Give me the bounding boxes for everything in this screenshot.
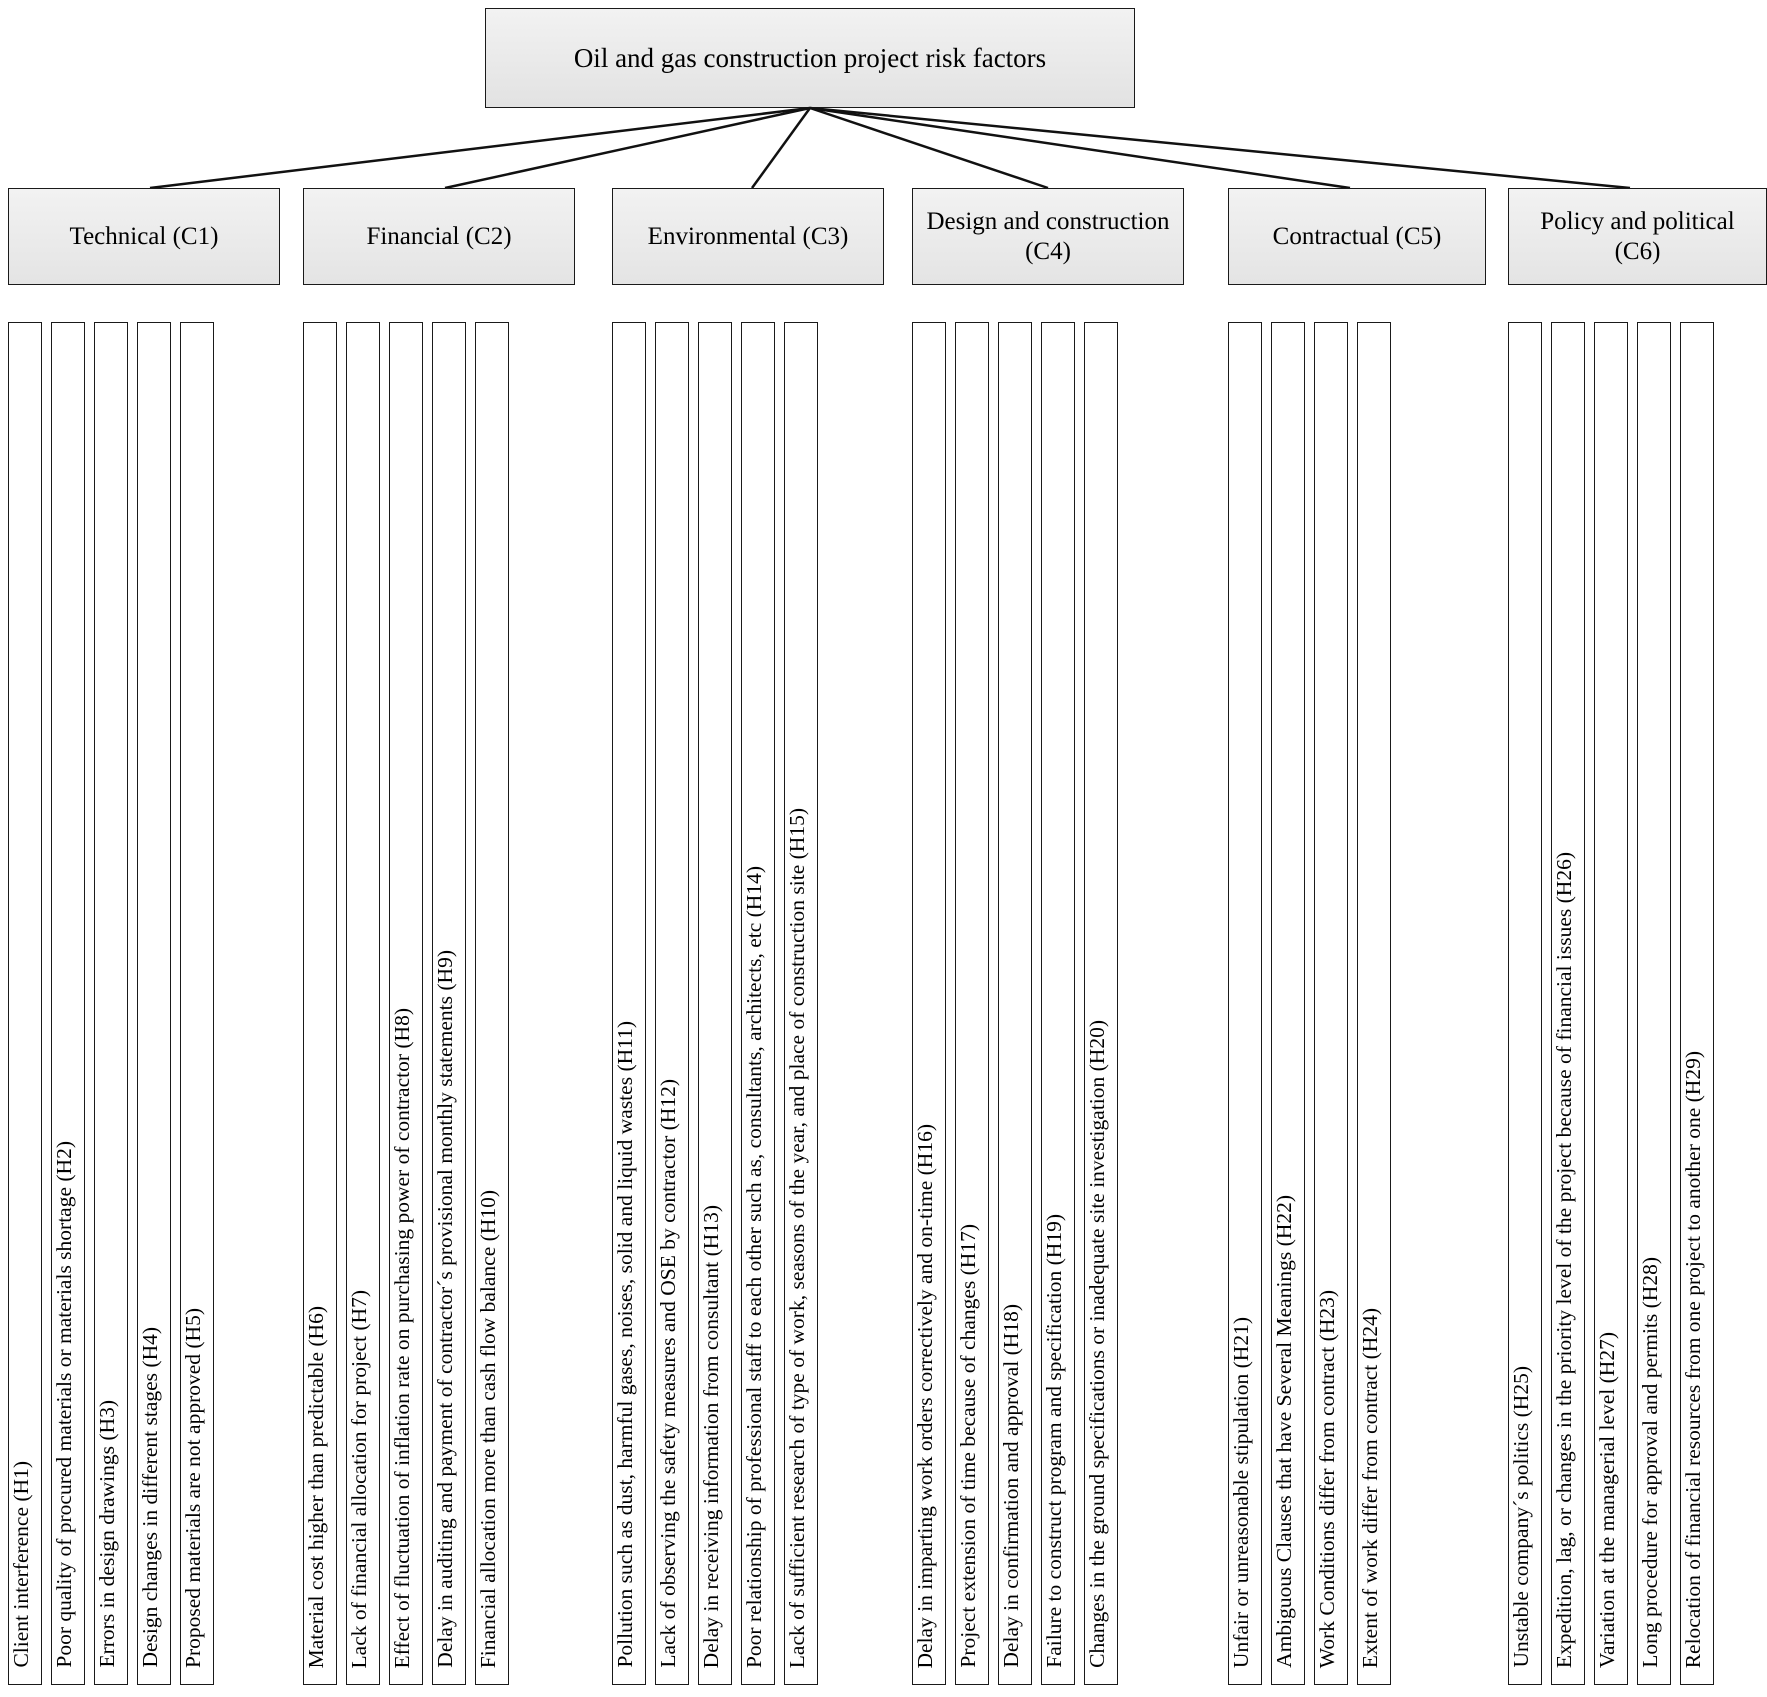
leaf-box [432,322,466,1685]
leaf-label: Ambiguous Clauses that have Several Meanings (H22) [1272,1195,1296,1668]
category-box-c4 [912,188,1184,285]
leaf-label: Pollution such as dust, harmful gases, noises, solid and liquid wastes (H11) [613,1021,637,1668]
leaf-box [1680,322,1714,1685]
leaf-label: Unfair or unreasonable stipulation (H21) [1229,1316,1253,1668]
leaf-label: Lack of observing the safety measures and OSE by contractor (H12) [656,1079,680,1668]
leaf-box [955,322,989,1685]
leaf-box [1084,322,1118,1685]
category-box-c2 [303,188,575,285]
leaf-label: Project extension of time because of changes (H17) [956,1224,980,1668]
category-box-c1 [8,188,280,285]
leaf-box [1228,322,1262,1685]
leaf-label: Expedition, lag, or changes in the priority level of the project because of financial issues (H26) [1552,851,1576,1668]
leaf-label: Delay in confirmation and approval (H18) [999,1304,1023,1668]
leaf-label: Extent of work differ from contract (H24) [1358,1307,1382,1668]
category-label-c6: Policy and political (C6) [1540,207,1735,265]
leaf-box [303,322,337,1685]
leaf-label: Delay in imparting work orders correctively and on-time (H16) [913,1123,937,1668]
leaf-box [137,322,171,1685]
leaf-box [389,322,423,1685]
leaf-box [51,322,85,1685]
leaf-label: Failure to construct program and specification (H19) [1042,1214,1066,1668]
leaf-box [698,322,732,1685]
leaf-box [1041,322,1075,1685]
leaf-box [998,322,1032,1685]
leaf-box [612,322,646,1685]
leaf-group-c5 [1228,322,1391,1685]
leaf-box [346,322,380,1685]
leaf-label: Unstable company´s politics (H25) [1509,1366,1533,1668]
category-box-c3 [612,188,884,285]
leaf-box [655,322,689,1685]
leaf-box [1271,322,1305,1685]
leaf-box [1551,322,1585,1685]
leaf-box [94,322,128,1685]
category-label-c4: Design and construction (C4) [926,207,1170,265]
leaf-label: Material cost higher than predictable (H6) [304,1305,328,1668]
leaf-box [475,322,509,1685]
category-box-c5 [1228,188,1486,285]
category-label-c2: Financial (C2) [366,222,512,250]
leaf-label: Poor relationship of professional staff to each other such as, consultants, architects, etc (H14) [742,865,766,1668]
leaf-label: Lack of sufficient research of type of work, seasons of the year, and place of construction site (H15) [785,807,809,1668]
category-box-c6 [1508,188,1767,285]
leaf-box [741,322,775,1685]
leaf-box [1637,322,1671,1685]
leaf-label: Errors in design drawings (H3) [95,1400,119,1668]
leaf-box [1594,322,1628,1685]
leaf-box [180,322,214,1685]
leaf-group-c2 [303,322,509,1685]
leaf-label: Poor quality of procured materials or materials shortage (H2) [52,1141,76,1668]
leaf-label: Proposed materials are not approved (H5) [181,1307,205,1668]
leaf-group-c3 [612,322,818,1685]
leaf-label: Changes in the ground specifications or inadequate site investigation (H20) [1085,1020,1109,1668]
leaf-group-c1 [8,322,214,1685]
leaf-box [1314,322,1348,1685]
leaf-group-c6 [1508,322,1714,1685]
leaf-group-c4 [912,322,1118,1685]
leaf-label: Relocation of financial resources from one project to another one (H29) [1681,1050,1705,1668]
leaf-box [1357,322,1391,1685]
leaf-label: Effect of fluctuation of inflation rate on purchasing power of contractor (H8) [390,1007,414,1668]
root-node [485,8,1135,108]
root-node-label: Oil and gas construction project risk factors [573,42,1047,73]
leaf-box [912,322,946,1685]
leaf-label: Design changes in different stages (H4) [138,1327,162,1668]
leaf-label: Financial allocation more than cash flow balance (H10) [476,1189,500,1668]
leaf-box [784,322,818,1685]
category-label-c3: Environmental (C3) [647,222,849,250]
leaf-box [1508,322,1542,1685]
leaf-label: Lack of financial allocation for project (H7) [347,1289,371,1668]
leaf-label: Work Conditions differ from contract (H23) [1315,1289,1339,1668]
leaf-label: Variation at the managerial level (H27) [1595,1331,1619,1668]
leaf-label: Long procedure for approval and permits (H28) [1638,1257,1662,1668]
category-label-c1: Technical (C1) [69,222,219,250]
leaf-label: Delay in receiving information from consultant (H13) [699,1204,723,1668]
leaf-label: Delay in auditing and payment of contractor´s provisional monthly statements (H9) [433,950,457,1668]
leaf-box [8,322,42,1685]
category-label-c5: Contractual (C5) [1272,222,1442,250]
leaf-label: Client interference (H1) [9,1461,33,1668]
